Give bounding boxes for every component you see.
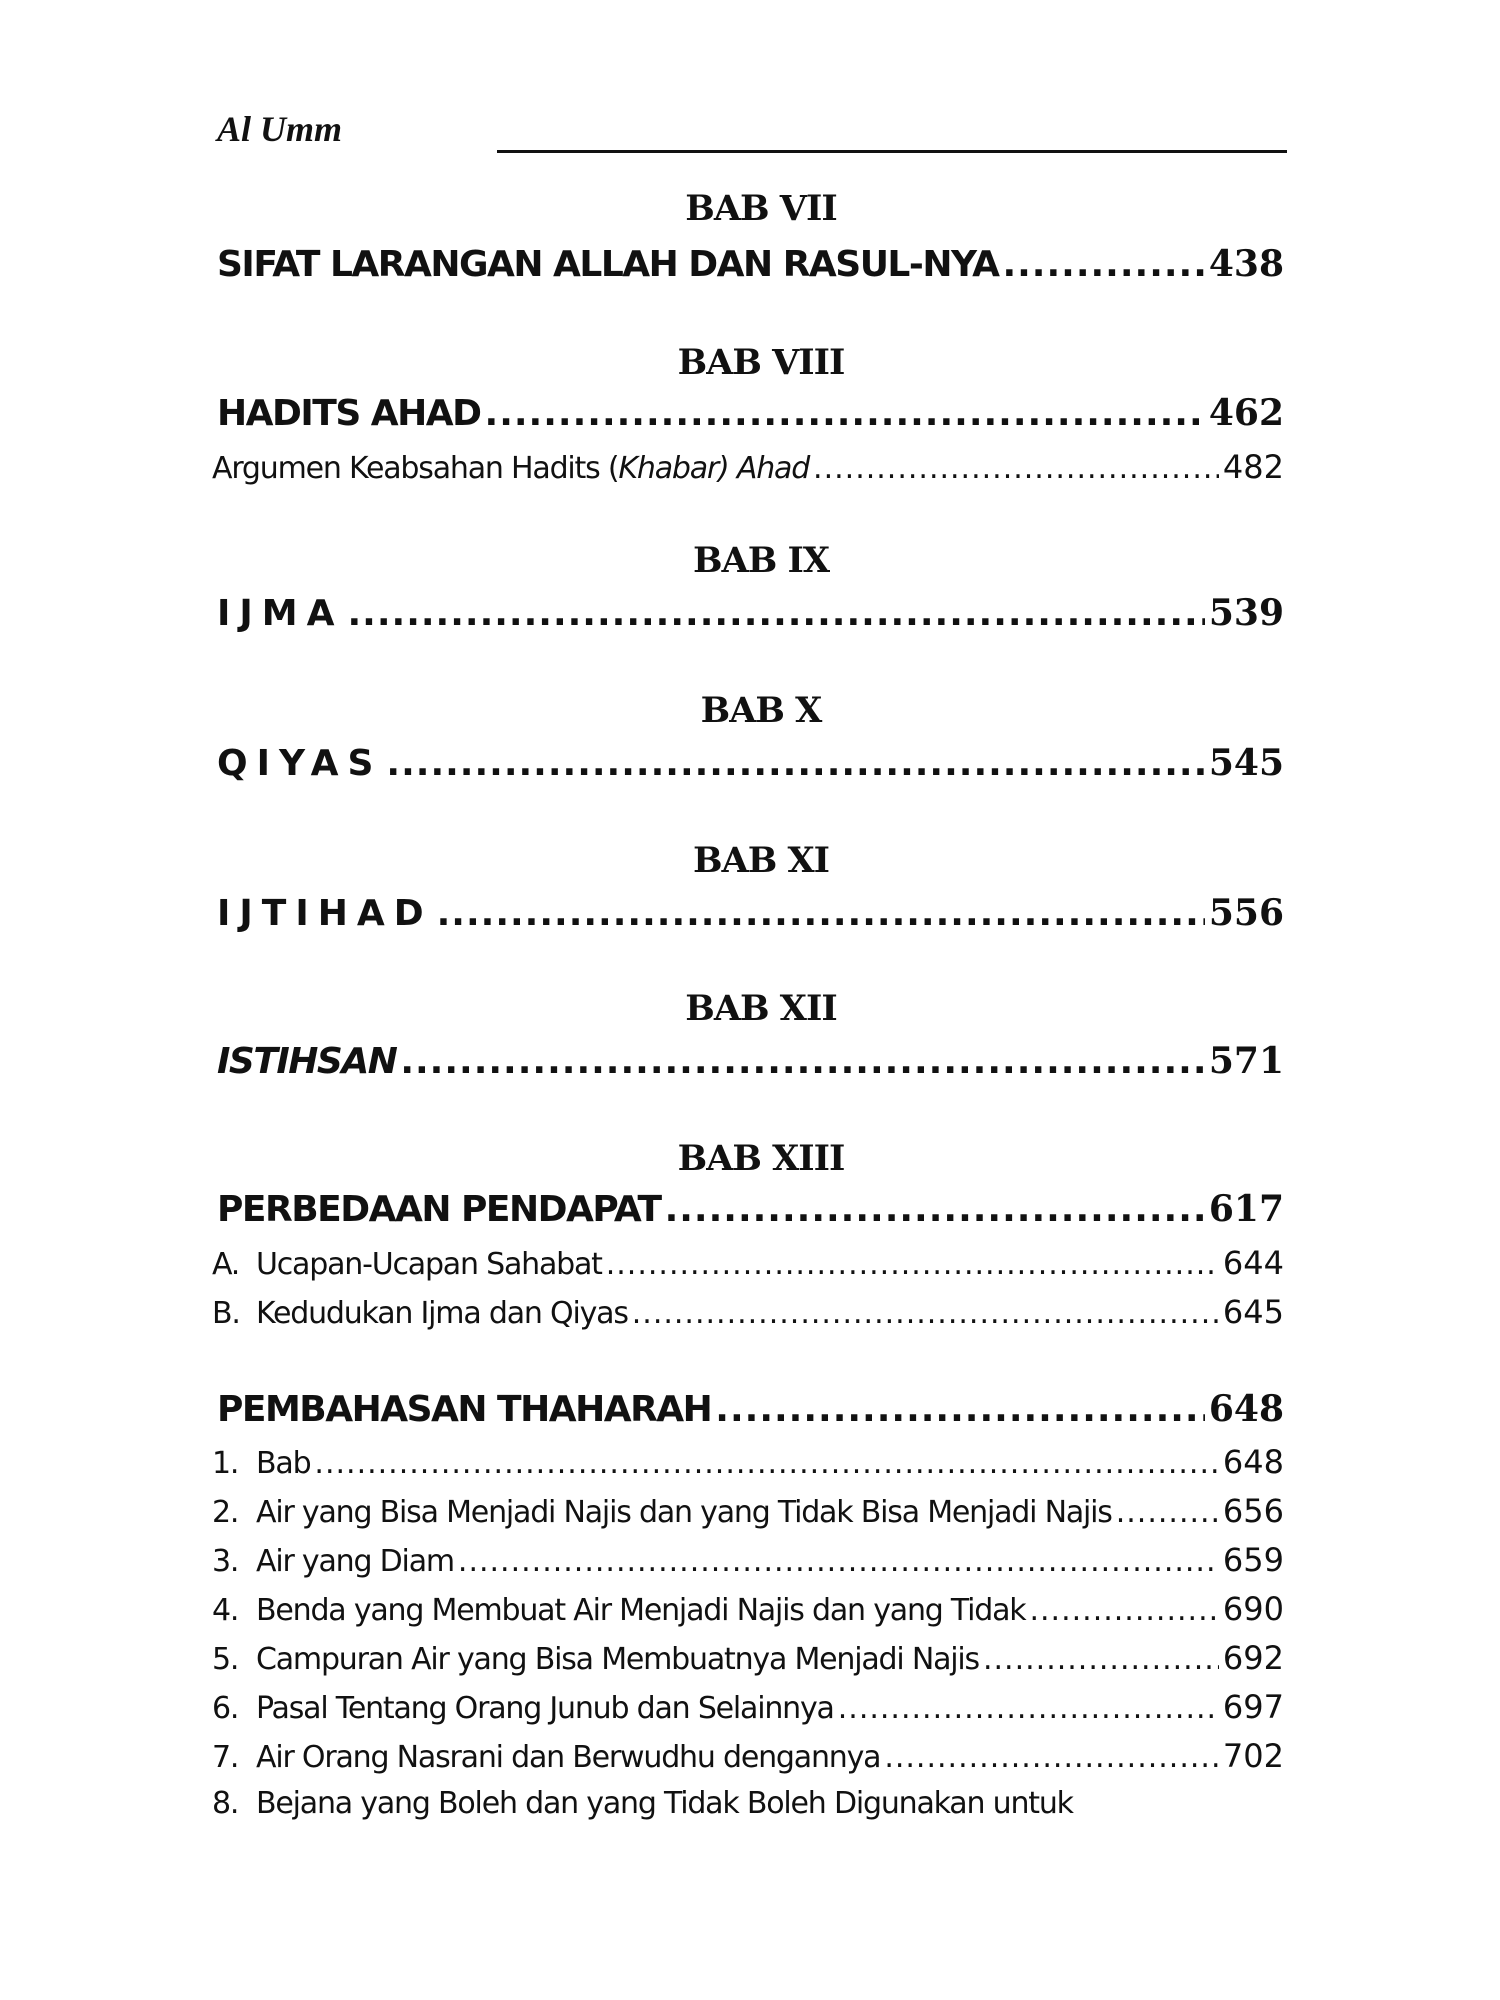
chapter-heading-bab-xi: BAB XI: [692, 840, 830, 881]
dot-leader: [665, 1189, 1205, 1230]
toc-subentry-b[interactable]: [212, 1293, 1284, 1331]
subentry-page-number: 702: [1222, 1737, 1284, 1775]
dot-leader: [884, 1740, 1219, 1775]
toc-subentry-argumen-keabsahan[interactable]: [212, 448, 1284, 486]
subentry-label: 1.: [212, 1446, 239, 1481]
entry-title: QIYAS: [217, 743, 383, 784]
entry-title: IJTIHAD: [217, 893, 433, 934]
entry-page-number: 556: [1208, 892, 1284, 934]
subentry-title-italic: Khabar) Ahad: [618, 451, 810, 486]
subentry-title: [212, 1642, 979, 1677]
subentry-title: [212, 1740, 880, 1775]
chapter-heading-bab-xiii: BAB XIII: [677, 1138, 845, 1179]
dot-leader: [838, 1691, 1219, 1726]
entry-title: PEMBAHASAN THAHARAH: [217, 1389, 712, 1430]
subentry-title: [212, 451, 809, 486]
subentry-page-number: 692: [1222, 1639, 1284, 1677]
dot-leader: [1002, 244, 1204, 285]
subentry-title-text: Campuran Air yang Bisa Membuatnya Menjadi Najis: [256, 1642, 979, 1677]
subentry-title: [212, 1691, 834, 1726]
chapter-heading-bab-ix: BAB IX: [692, 540, 830, 581]
subentry-page-number: 697: [1222, 1688, 1284, 1726]
subentry-label: 3.: [212, 1544, 239, 1579]
subentry-page-number: 644: [1222, 1244, 1284, 1282]
running-title: Al Umm: [217, 109, 343, 149]
toc-entry-qiyas[interactable]: [217, 742, 1284, 784]
toc-subentry-7[interactable]: [212, 1737, 1284, 1775]
entry-title: PERBEDAAN PENDAPAT: [217, 1189, 661, 1230]
entry-page-number: 617: [1208, 1188, 1284, 1230]
subentry-label: 6.: [212, 1691, 239, 1726]
chapter-heading-bab-viii: BAB VIII: [677, 342, 845, 383]
chapter-heading-bab-xii: BAB XII: [685, 988, 837, 1029]
subentry-label: 2.: [212, 1495, 239, 1530]
toc-subentry-a[interactable]: [212, 1244, 1284, 1282]
toc-subentry-1[interactable]: [212, 1443, 1284, 1481]
subentry-page-number: 690: [1222, 1590, 1284, 1628]
dot-leader: [458, 1544, 1219, 1579]
dot-leader: [983, 1642, 1219, 1677]
toc-subentry-5[interactable]: [212, 1639, 1284, 1677]
toc-entry-pembahasan-thaharah[interactable]: [217, 1388, 1284, 1430]
subentry-page-number: 656: [1222, 1492, 1284, 1530]
toc-subentry-6[interactable]: [212, 1688, 1284, 1726]
subentry-label: 4.: [212, 1593, 239, 1628]
dot-leader: [1029, 1593, 1218, 1628]
dot-leader: [314, 1446, 1219, 1481]
subentry-title-text: Argumen Keabsahan Hadits (: [212, 451, 619, 486]
entry-title: IJMA: [217, 593, 344, 634]
dot-leader: [632, 1296, 1219, 1331]
subentry-title-text: Ucapan-Ucapan Sahabat: [256, 1247, 602, 1282]
entry-title: ISTIHSAN: [217, 1041, 397, 1082]
toc-entry-ijtihad[interactable]: [217, 892, 1284, 934]
subentry-label: B.: [212, 1296, 240, 1331]
entry-title: HADITS AHAD: [217, 393, 481, 434]
dot-leader: [1116, 1495, 1219, 1530]
subentry-label: A.: [212, 1247, 240, 1282]
dot-leader: [715, 1389, 1205, 1430]
subentry-label: 8.: [212, 1786, 239, 1821]
toc-entry-perbedaan-pendapat[interactable]: [217, 1188, 1284, 1230]
subentry-title: [212, 1593, 1025, 1628]
subentry-title: [212, 1495, 1112, 1530]
chapter-heading-bab-vii: BAB VII: [685, 188, 837, 229]
toc-subentry-4[interactable]: [212, 1590, 1284, 1628]
dot-leader: [485, 393, 1205, 434]
dot-leader: [386, 743, 1204, 784]
chapter-heading-bab-x: BAB X: [700, 690, 822, 731]
dot-leader: [400, 1041, 1205, 1082]
subentry-label: 5.: [212, 1642, 239, 1677]
subentry-label: 7.: [212, 1740, 239, 1775]
subentry-page-number: 482: [1222, 448, 1284, 486]
subentry-title-text: Kedudukan Ijma dan Qiyas: [256, 1296, 628, 1331]
subentry-title: [212, 1446, 310, 1481]
toc-entry-ijma[interactable]: [217, 592, 1284, 634]
subentry-title-text: Air Orang Nasrani dan Berwudhu dengannya: [256, 1740, 881, 1775]
toc-entry-istihsan[interactable]: [217, 1040, 1284, 1082]
toc-entry-sifat-larangan[interactable]: [217, 243, 1284, 285]
entry-page-number: 438: [1208, 243, 1284, 285]
subentry-title-text: Air yang Diam: [256, 1544, 454, 1579]
subentry-title-text: Benda yang Membuat Air Menjadi Najis dan yang Tidak: [256, 1593, 1026, 1628]
subentry-title-text: Bab: [256, 1446, 311, 1481]
entry-page-number: 571: [1208, 1040, 1284, 1082]
toc-subentry-3[interactable]: [212, 1541, 1284, 1579]
entry-page-number: 462: [1208, 392, 1284, 434]
entry-page-number: 648: [1208, 1388, 1284, 1430]
dot-leader: [606, 1247, 1219, 1282]
toc-entry-hadits-ahad[interactable]: [217, 392, 1284, 434]
toc-subentry-8[interactable]: [212, 1786, 1073, 1821]
subentry-page-number: 648: [1222, 1443, 1284, 1481]
entry-page-number: 539: [1208, 592, 1284, 634]
entry-page-number: 545: [1208, 742, 1284, 784]
toc-subentry-2[interactable]: [212, 1492, 1284, 1530]
dot-leader: [347, 593, 1204, 634]
subentry-page-number: 659: [1222, 1541, 1284, 1579]
subentry-title: [212, 1247, 602, 1282]
dot-leader: [437, 893, 1205, 934]
subentry-title: [212, 1544, 454, 1579]
subentry-page-number: 645: [1222, 1293, 1284, 1331]
subentry-title-text: Bejana yang Boleh dan yang Tidak Boleh Digunakan untuk: [256, 1786, 1073, 1821]
dot-leader: [813, 451, 1219, 486]
subentry-title: [212, 1296, 628, 1331]
entry-title: SIFAT LARANGAN ALLAH DAN RASUL-NYA: [217, 244, 999, 285]
subentry-title-text: Air yang Bisa Menjadi Najis dan yang Tidak Bisa Menjadi Najis: [256, 1495, 1112, 1530]
subentry-title-text: Pasal Tentang Orang Junub dan Selainnya: [256, 1691, 834, 1726]
